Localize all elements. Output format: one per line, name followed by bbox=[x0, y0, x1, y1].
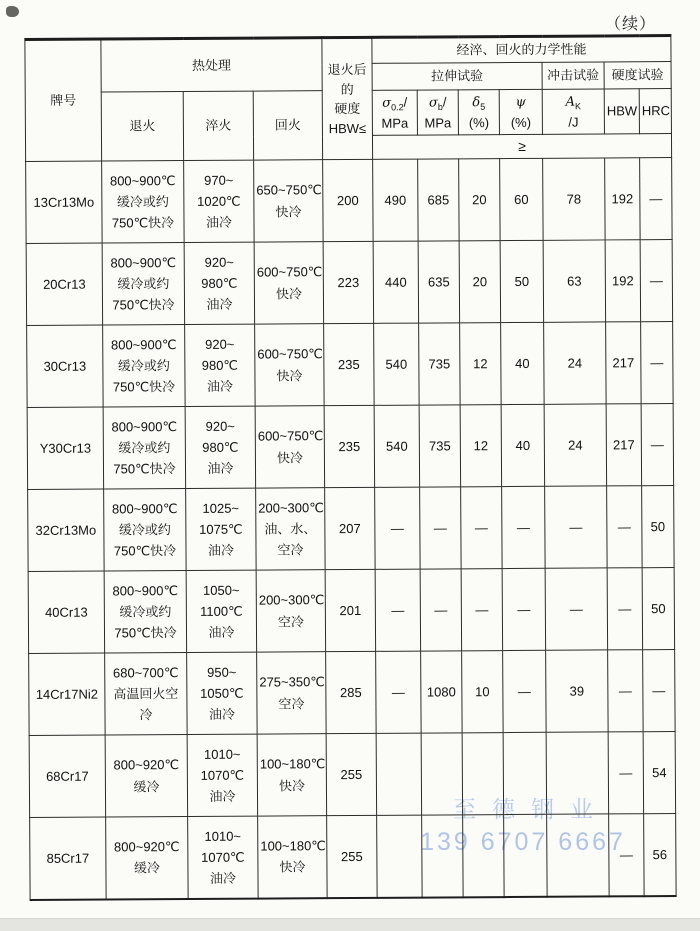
cell-hbw: — bbox=[608, 732, 644, 814]
cell-psi: 60 bbox=[500, 158, 544, 240]
cell-sigma02: 540 bbox=[374, 405, 420, 487]
cell-sigma02 bbox=[377, 815, 423, 897]
cell-sigmab: 1080 bbox=[421, 651, 463, 733]
cell-hrc: — bbox=[643, 650, 676, 732]
header-col-delta5: $\delta_5$ (%) bbox=[458, 90, 499, 135]
delta5-symbol: δ bbox=[472, 95, 481, 111]
cell-hrc: — bbox=[641, 322, 674, 404]
cell-sigma02: — bbox=[375, 569, 421, 651]
page-edge-strip bbox=[0, 918, 700, 931]
cell-annealing: 800~900℃ 缓冷或约 750℃快冷 bbox=[102, 161, 184, 243]
table-header bbox=[25, 36, 672, 162]
table-row bbox=[27, 322, 674, 408]
cell-tempering: 600~750℃ 快冷 bbox=[254, 242, 323, 324]
psi-symbol: ψ bbox=[515, 94, 526, 110]
cell-hbw: — bbox=[607, 568, 643, 650]
cell-hbw-max: 235 bbox=[324, 323, 374, 405]
cell-ak: 24 bbox=[544, 404, 606, 486]
cell-psi: 40 bbox=[501, 322, 545, 404]
cell-sigmab bbox=[421, 733, 463, 815]
cell-grade: 85Cr17 bbox=[30, 817, 106, 899]
cell-tempering: 600~750℃ 快冷 bbox=[255, 324, 324, 406]
header-quenching: 淬火 bbox=[183, 91, 253, 160]
cell-delta5: 12 bbox=[460, 405, 502, 487]
cell-hbw-max: 201 bbox=[325, 569, 375, 651]
cell-tempering: 650~750℃ 快冷 bbox=[254, 160, 323, 242]
cell-delta5: 10 bbox=[462, 651, 504, 733]
cell-hbw-max: 255 bbox=[326, 733, 377, 815]
cell-annealing: 800~900℃ 缓冷或约 750℃快冷 bbox=[102, 243, 184, 325]
cell-ak: — bbox=[545, 486, 607, 568]
header-col-hbw: HBW bbox=[604, 89, 639, 134]
cell-grade: 30Cr13 bbox=[27, 325, 103, 407]
cell-sigmab bbox=[422, 815, 464, 897]
cell-hrc: — bbox=[641, 404, 674, 486]
cell-quenching: 920~ 980℃ 油冷 bbox=[184, 242, 254, 324]
cell-grade: 14Cr17Ni2 bbox=[29, 653, 105, 735]
cell-hbw-max: 285 bbox=[326, 651, 376, 733]
cell-annealing: 800~920℃ 缓冷 bbox=[106, 817, 188, 899]
cell-tempering: 600~750℃ 快冷 bbox=[255, 406, 324, 488]
header-annealing: 退火 bbox=[101, 92, 183, 161]
cell-grade: 20Cr13 bbox=[26, 243, 102, 325]
cell-hbw-max: 235 bbox=[324, 405, 374, 487]
table-row bbox=[29, 650, 676, 736]
cell-sigma02: — bbox=[376, 651, 422, 733]
cell-ak: 63 bbox=[543, 240, 605, 322]
watermark-company: 至德钢业 bbox=[453, 796, 609, 822]
cell-sigmab: 735 bbox=[419, 323, 461, 405]
cell-grade: 13Cr13Mo bbox=[26, 161, 102, 243]
cell-quenching: 1010~ 1070℃ 油冷 bbox=[188, 816, 258, 898]
header-grade: 牌号 bbox=[25, 39, 102, 161]
header-gte: ≥ bbox=[372, 134, 671, 160]
header-col-hrc: HRC bbox=[639, 89, 671, 134]
table-row bbox=[30, 814, 677, 900]
cell-hbw: — bbox=[607, 486, 643, 568]
cell-ak: 39 bbox=[546, 650, 608, 732]
cell-ak bbox=[546, 732, 608, 814]
header-col-psi: ψ (%) bbox=[499, 89, 542, 134]
cell-tempering: 200~300℃ 油、水、空冷 bbox=[256, 488, 325, 570]
table-row bbox=[28, 568, 675, 654]
cell-quenching: 1050~ 1100℃ 油冷 bbox=[186, 570, 256, 652]
cell-sigmab: 635 bbox=[418, 241, 460, 323]
cell-hbw: 217 bbox=[606, 404, 642, 486]
cell-grade: 40Cr13 bbox=[28, 571, 104, 653]
cell-sigma02: 440 bbox=[373, 241, 419, 323]
cell-hrc: 54 bbox=[643, 732, 676, 814]
table-body bbox=[26, 158, 677, 900]
cell-psi: — bbox=[502, 486, 546, 568]
cell-annealing: 800~920℃ 缓冷 bbox=[105, 735, 187, 817]
cell-sigmab: — bbox=[420, 569, 462, 651]
cell-psi bbox=[504, 814, 548, 896]
cell-hrc: — bbox=[640, 158, 673, 240]
cell-hbw-max: 255 bbox=[327, 815, 377, 897]
header-tempering: 回火 bbox=[253, 91, 322, 160]
header-heat-treatment: 热处理 bbox=[101, 38, 322, 92]
cell-psi: — bbox=[502, 568, 546, 650]
cell-hbw-max: 207 bbox=[325, 487, 375, 569]
cell-annealing: 680~700℃ 高温回火空冷 bbox=[105, 653, 187, 735]
cell-sigma02 bbox=[376, 733, 422, 815]
cell-sigmab: 735 bbox=[419, 405, 461, 487]
cell-psi: 50 bbox=[500, 240, 544, 322]
cell-hbw: 192 bbox=[605, 240, 641, 322]
cell-grade: 32Cr13Mo bbox=[28, 489, 104, 571]
cell-hbw: 217 bbox=[606, 322, 642, 404]
cell-hrc: 50 bbox=[642, 486, 675, 568]
cell-hrc: — bbox=[640, 240, 673, 322]
cell-annealing: 800~900℃ 缓冷或约 750℃快冷 bbox=[103, 407, 185, 489]
cell-ak: 78 bbox=[543, 158, 605, 240]
steel-grades-table bbox=[24, 34, 676, 900]
cell-hbw: 192 bbox=[605, 158, 641, 240]
header-col-ak: $A_K$ /J bbox=[542, 89, 604, 134]
cell-delta5: 20 bbox=[459, 159, 501, 241]
scan-artifact bbox=[6, 6, 19, 17]
cell-hbw: — bbox=[609, 814, 645, 896]
cell-sigma02: 540 bbox=[374, 323, 420, 405]
header-hardness-test: 硬度试验 bbox=[604, 62, 671, 89]
cell-delta5 bbox=[463, 815, 505, 897]
cell-psi bbox=[503, 732, 547, 814]
header-col-sigmab: $\sigma_b/$ MPa bbox=[417, 90, 458, 135]
cell-ak: — bbox=[545, 568, 607, 650]
sigmab-symbol: σ bbox=[428, 95, 438, 111]
table-row bbox=[26, 240, 673, 326]
cell-sigma02: 490 bbox=[373, 159, 419, 241]
header-impact-test: 冲击试验 bbox=[542, 62, 604, 89]
cell-tempering: 275~350℃ 空冷 bbox=[257, 652, 326, 734]
cell-delta5: 12 bbox=[460, 323, 502, 405]
cell-annealing: 800~900℃ 缓冷或约 750℃快冷 bbox=[103, 325, 185, 407]
cell-tempering: 100~180℃ 快冷 bbox=[258, 816, 327, 898]
cell-hrc: 56 bbox=[644, 814, 677, 896]
cell-quenching: 1025~ 1075℃ 油冷 bbox=[186, 488, 256, 570]
cell-psi: — bbox=[503, 650, 547, 732]
cell-annealing: 800~900℃ 缓冷或约 750℃快冷 bbox=[104, 489, 186, 571]
header-row-1 bbox=[25, 36, 671, 66]
table-row bbox=[29, 732, 676, 818]
cell-hrc: 50 bbox=[642, 568, 675, 650]
ak-symbol: A bbox=[565, 94, 576, 110]
table-row bbox=[28, 486, 675, 572]
cell-quenching: 970~ 1020℃ 油冷 bbox=[184, 160, 254, 242]
continued-label: （续） bbox=[604, 16, 656, 33]
cell-quenching: 1010~ 1070℃ 油冷 bbox=[187, 734, 257, 816]
cell-hbw-max: 200 bbox=[323, 159, 374, 241]
header-tensile-test: 拉伸试验 bbox=[372, 62, 542, 90]
cell-quenching: 920~ 980℃ 油冷 bbox=[185, 324, 255, 406]
cell-annealing: 800~900℃ 缓冷或约 750℃快冷 bbox=[104, 571, 186, 653]
cell-sigmab: — bbox=[420, 487, 462, 569]
cell-sigma02: — bbox=[375, 487, 421, 569]
header-hardness-after-annealing: 退火后的 硬度 HBW≤ bbox=[322, 37, 373, 159]
cell-psi: 40 bbox=[501, 404, 545, 486]
cell-delta5: — bbox=[461, 487, 503, 569]
header-col-sigma02: $\sigma_{0.2}/$ MPa bbox=[372, 90, 417, 135]
cell-tempering: 200~300℃ 空冷 bbox=[256, 570, 325, 652]
cell-quenching: 920~ 980℃ 油冷 bbox=[185, 406, 255, 488]
table-row bbox=[26, 158, 673, 244]
table-container bbox=[24, 34, 676, 900]
cell-delta5: 20 bbox=[459, 241, 501, 323]
cell-hbw-max: 223 bbox=[323, 241, 373, 323]
header-mech-props: 经淬、回火的力学性能 bbox=[372, 36, 671, 64]
cell-grade: 68Cr17 bbox=[29, 735, 105, 817]
watermark-phone: 139 6707 6667 bbox=[420, 828, 626, 857]
cell-tempering: 100~180℃ 快冷 bbox=[257, 734, 326, 816]
table-row bbox=[27, 404, 674, 490]
cell-sigmab: 685 bbox=[418, 159, 460, 241]
cell-ak: 24 bbox=[544, 322, 606, 404]
cell-quenching: 950~ 1050℃ 油冷 bbox=[187, 652, 257, 734]
cell-delta5: — bbox=[461, 569, 503, 651]
cell-grade: Y30Cr13 bbox=[27, 407, 103, 489]
sigma02-symbol: σ bbox=[382, 95, 392, 111]
cell-hbw: — bbox=[608, 650, 644, 732]
cell-ak bbox=[547, 814, 609, 896]
cell-delta5 bbox=[462, 733, 504, 815]
